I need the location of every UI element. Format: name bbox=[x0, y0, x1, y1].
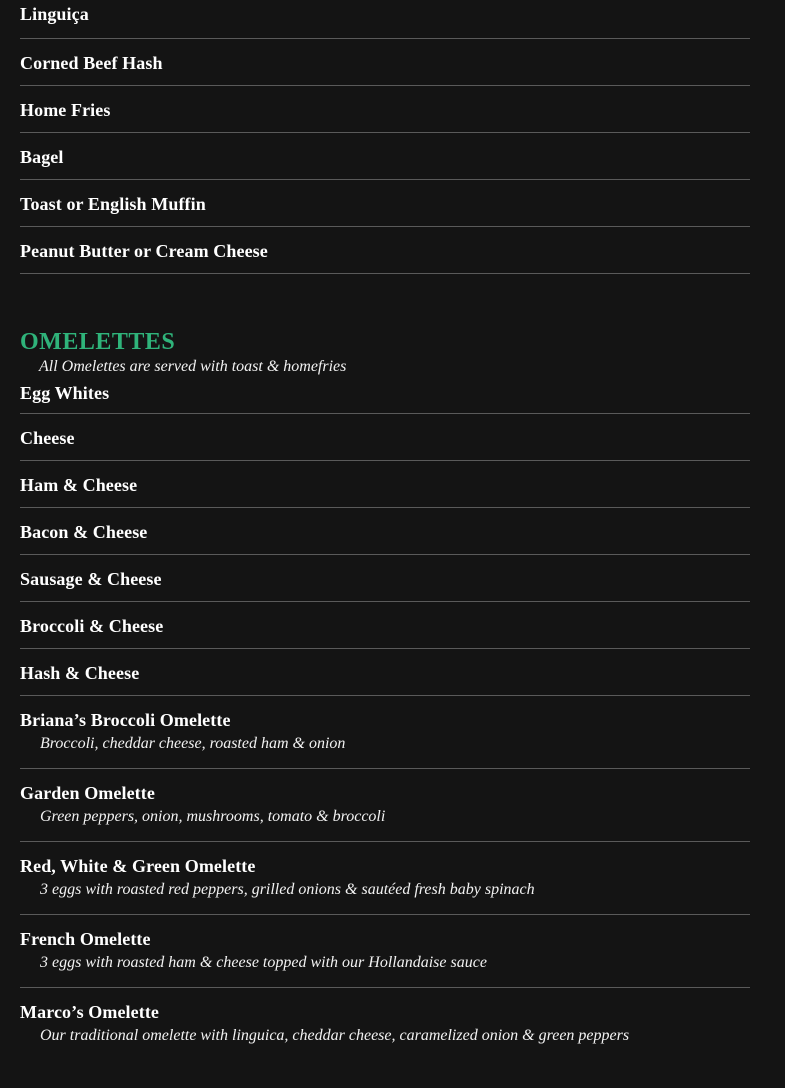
menu-item-bacon-cheese bbox=[20, 508, 750, 555]
menu-item-corned-beef-hash bbox=[20, 39, 750, 86]
menu-item-hash-cheese bbox=[20, 649, 750, 696]
item-name: Bagel bbox=[20, 147, 64, 167]
item-name: Broccoli & Cheese bbox=[20, 616, 164, 636]
item-name: Corned Beef Hash bbox=[20, 53, 163, 73]
menu-item-brianas-broccoli-omelette bbox=[20, 696, 750, 769]
menu-item-french-omelette bbox=[20, 915, 750, 988]
menu-item-marcos-omelette bbox=[20, 988, 750, 1088]
item-description: Our traditional omelette with linguica, cheddar cheese, caramelized onion & green peppers bbox=[40, 1027, 630, 1044]
item-description: Broccoli, cheddar cheese, roasted ham & onion bbox=[40, 735, 346, 752]
item-name: Marco’s Omelette bbox=[20, 1002, 160, 1022]
item-description: 3 eggs with roasted ham & cheese topped with our Hollandaise sauce bbox=[40, 954, 487, 971]
item-name: Sausage & Cheese bbox=[20, 569, 162, 589]
item-name: Briana’s Broccoli Omelette bbox=[20, 710, 231, 730]
menu-item-garden-omelette bbox=[20, 769, 750, 842]
section-spacer bbox=[20, 274, 750, 328]
item-name: Toast or English Muffin bbox=[20, 194, 206, 214]
menu-item-cheese bbox=[20, 414, 750, 461]
menu-item-egg-whites bbox=[20, 380, 750, 414]
menu-item-peanut-butter bbox=[20, 227, 750, 274]
menu-item-broccoli-cheese bbox=[20, 602, 750, 649]
menu-item-bagel bbox=[20, 133, 750, 180]
menu-item-toast bbox=[20, 180, 750, 227]
menu-item-linguica bbox=[20, 0, 750, 39]
item-name: Ham & Cheese bbox=[20, 475, 138, 495]
menu-item-red-white-green-omelette bbox=[20, 842, 750, 915]
menu-item-home-fries bbox=[20, 86, 750, 133]
item-description: 3 eggs with roasted red peppers, grilled onions & sautéed fresh baby spinach bbox=[40, 881, 535, 898]
item-name: French Omelette bbox=[20, 929, 151, 949]
menu-content bbox=[20, 0, 750, 1088]
menu-item-ham-cheese bbox=[20, 461, 750, 508]
item-description: Green peppers, onion, mushrooms, tomato & broccoli bbox=[40, 808, 386, 825]
item-name: Cheese bbox=[20, 428, 75, 448]
item-name: Home Fries bbox=[20, 100, 111, 120]
item-name: Peanut Butter or Cream Cheese bbox=[20, 241, 268, 261]
item-name: Egg Whites bbox=[20, 383, 110, 403]
item-name: Linguiça bbox=[20, 4, 89, 24]
item-name: Bacon & Cheese bbox=[20, 522, 148, 542]
item-name: Hash & Cheese bbox=[20, 663, 140, 683]
item-name: Red, White & Green Omelette bbox=[20, 856, 256, 876]
menu-item-sausage-cheese bbox=[20, 555, 750, 602]
item-name: Garden Omelette bbox=[20, 783, 155, 803]
section-title-omelettes: OMELETTES bbox=[20, 329, 176, 355]
section-note: All Omelettes are served with toast & homefries bbox=[39, 358, 347, 375]
